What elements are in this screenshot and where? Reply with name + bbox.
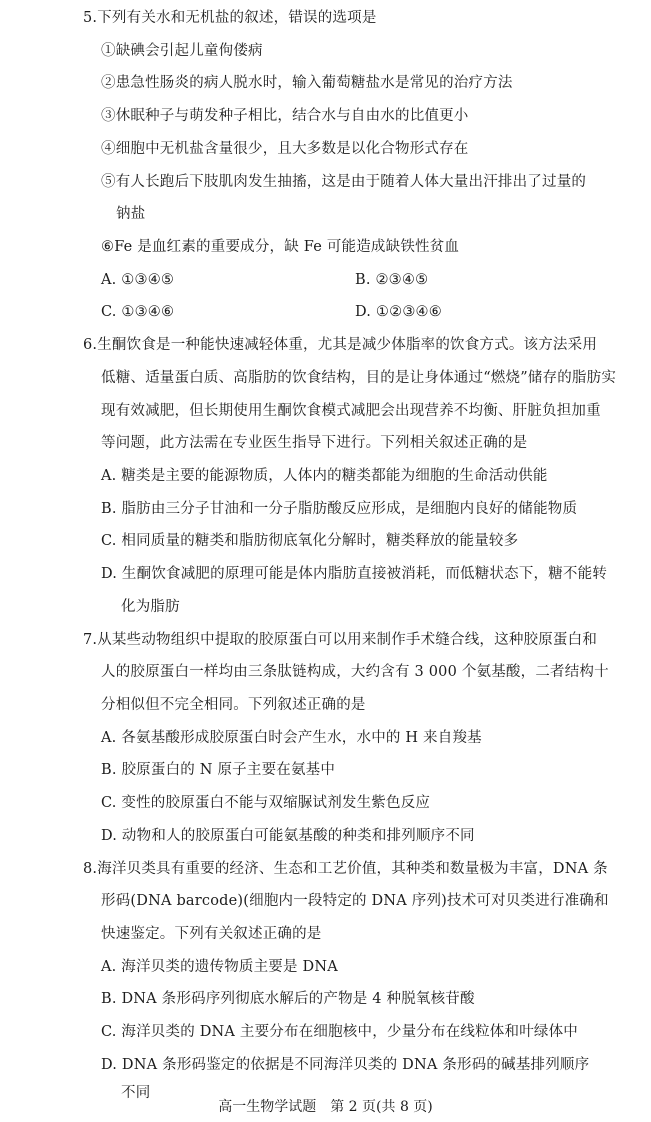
q8-option-d: D. DNA 条形码鉴定的依据是不同海洋贝类的 DNA 条形码的碱基排列顺序 [101,1057,590,1073]
q6-option-d-cont: 化为脂肪 [121,599,180,615]
q7-stem-line-3: 分相似但不完全相同。下列叙述正确的是 [101,697,366,713]
q5-item-6: ⑥Fe 是血红素的重要成分，缺 Fe 可能造成缺铁性贫血 [101,239,460,255]
q6-stem-line-2: 低糖、适量蛋白质、高脂肪的饮食结构，目的是让身体通过“燃烧”储存的脂肪实 [101,370,617,386]
q5-item-5: ⑤有人长跑后下肢肌肉发生抽搐，这是由于随着人体大量出汗排出了过量的 [101,174,587,190]
q7-option-b: B. 胶原蛋白的 N 原子主要在氨基中 [101,762,336,778]
q6-option-d: D. 生酮饮食减肥的原理可能是体内脂肪直接被消耗，而低糖状态下，糖不能转 [101,566,608,582]
q5-stem: 5.下列有关水和无机盐的叙述，错误的选项是 [83,10,377,26]
q7-stem-line-1: 7.从某些动物组织中提取的胶原蛋白可以用来制作手术缝合线，这种胶原蛋白和 [83,632,598,648]
q5-item-3: ③休眠种子与萌发种子相比，结合水与自由水的比值更小 [101,108,469,124]
q8-stem-line-2: 形码(DNA barcode)(细胞内一段特定的 DNA 序列)技术可对贝类进行准确和 [101,893,609,909]
q5-item-1: ①缺碘会引起儿童佝偻病 [101,43,263,59]
q6-stem-line-3: 现有效减肥，但长期使用生酮饮食模式减肥会出现营养不均衡、肝脏负担加重 [101,403,601,419]
q8-option-d-cont: 不同 [121,1085,151,1101]
q6-option-c: C. 相同质量的糖类和脂肪彻底氧化分解时，糖类释放的能量较多 [101,533,519,549]
q7-option-d: D. 动物和人的胶原蛋白可能氨基酸的种类和排列顺序不同 [101,828,475,844]
page-footer: 高一生物学试题 第 2 页(共 8 页) [218,1099,433,1115]
q8-stem-line-3: 快速鉴定。下列有关叙述正确的是 [101,926,322,942]
q5-option-a: A. ①③④⑤ [101,272,175,288]
q5-item-5-cont: 钠盐 [116,206,146,222]
q5-item-4: ④细胞中无机盐含量很少，且大多数是以化合物形式存在 [101,141,469,157]
q7-option-c: C. 变性的胶原蛋白不能与双缩脲试剂发生紫色反应 [101,795,431,811]
q6-stem-line-4: 等问题，此方法需在专业医生指导下进行。下列相关叙述正确的是 [101,435,528,451]
q8-option-a: A. 海洋贝类的遗传物质主要是 DNA [101,959,338,975]
q5-option-c: C. ①③④⑥ [101,304,175,320]
q6-option-b: B. 脂肪由三分子甘油和一分子脂肪酸反应形成，是细胞内良好的储能物质 [101,501,578,517]
q6-stem-line-1: 6.生酮饮食是一种能快速减轻体重，尤其是减少体脂率的饮食方式。该方法采用 [83,337,598,353]
q5-option-b: B. ②③④⑤ [355,272,429,288]
q8-stem-line-1: 8.海洋贝类具有重要的经济、生态和工艺价值，其种类和数量极为丰富，DNA 条 [83,861,608,877]
q8-option-b: B. DNA 条形码序列彻底水解后的产物是 4 种脱氧核苷酸 [101,991,475,1007]
q8-option-c: C. 海洋贝类的 DNA 主要分布在细胞核中，少量分布在线粒体和叶绿体中 [101,1024,578,1040]
q6-option-a: A. 糖类是主要的能源物质，人体内的糖类都能为细胞的生命活动供能 [101,468,548,484]
q7-stem-line-2: 人的胶原蛋白一样均由三条肽链构成，大约含有 3 000 个氨基酸，二者结构十 [101,664,609,680]
q5-item-2: ②患急性肠炎的病人脱水时，输入葡萄糖盐水是常见的治疗方法 [101,75,513,91]
q5-option-d: D. ①②③④⑥ [355,304,442,320]
q7-option-a: A. 各氨基酸形成胶原蛋白时会产生水，水中的 H 来自羧基 [101,730,482,746]
